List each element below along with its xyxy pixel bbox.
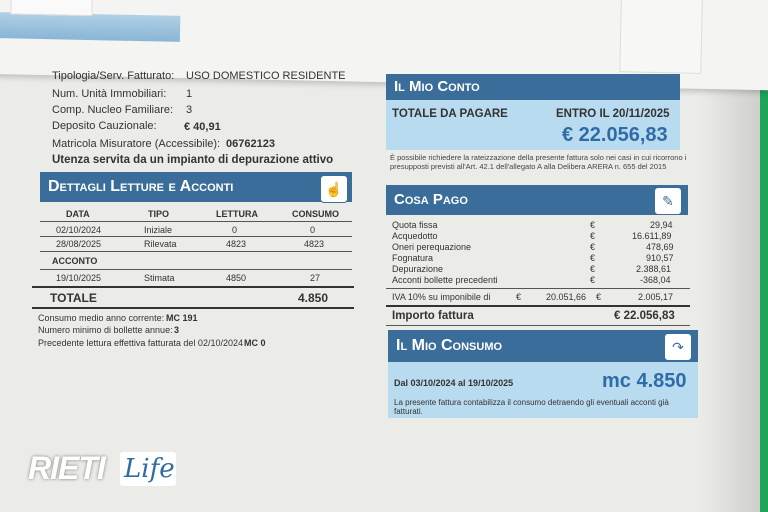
- importo-label: Importo fattura: [392, 310, 474, 322]
- iva-label: IVA 10% su imponibile di: [392, 292, 491, 302]
- col-consumo: CONSUMO: [292, 209, 339, 219]
- total-divider-bottom: [32, 307, 354, 309]
- row2-tipo: Rilevata: [144, 239, 177, 249]
- importo-value: € 22.056,83: [614, 310, 675, 322]
- item-currency: €: [590, 264, 596, 274]
- col-data: DATA: [66, 209, 90, 219]
- item-label: Fognatura: [392, 253, 434, 263]
- total-divider: [32, 286, 354, 288]
- precedente-value: MC 0: [244, 338, 266, 348]
- item-currency: €: [590, 220, 596, 230]
- iva-currency-1: €: [516, 292, 522, 302]
- precedente-label: Precedente lettura effettiva fatturata del 02/10/2024: [38, 338, 243, 348]
- table-divider: [40, 221, 352, 222]
- hand-pointer-icon: ☝: [320, 175, 348, 203]
- acconto-data: 19/10/2025: [56, 273, 102, 283]
- row2-data: 28/08/2025: [56, 239, 102, 249]
- item-currency: €: [590, 275, 596, 285]
- cosa-pago-header: [386, 185, 688, 215]
- matricola-label: Matricola Misuratore (Accessibile):: [52, 138, 221, 150]
- consumo-box: [388, 362, 698, 418]
- torn-label-box: [10, 0, 92, 16]
- iva-currency-2: €: [596, 292, 602, 302]
- conto-amount: € 22.056,83: [562, 124, 668, 146]
- watermark-life: Life: [124, 454, 175, 484]
- item-label: Quota fissa: [392, 220, 438, 230]
- entro-label: ENTRO IL 20/11/2025: [556, 108, 670, 120]
- watermark-text: RIETI: [28, 450, 105, 486]
- importo-divider-bottom: [386, 325, 690, 326]
- item-label: Oneri perequazione: [392, 242, 472, 252]
- row2-lettura: 4823: [226, 239, 247, 249]
- consumo-amount: mc 4.850: [602, 370, 687, 392]
- acconto-consumo: 27: [310, 273, 321, 283]
- dettagli-header: [40, 172, 352, 202]
- edit-icon: ✎: [654, 187, 682, 215]
- utenza-text: Utenza servita da un impianto di depurazione attivo: [52, 154, 334, 166]
- consumo-note: La presente fattura contabilizza il consumo detraendo gli eventuali acconti già fatturati.: [394, 398, 669, 416]
- importo-divider: [386, 305, 690, 307]
- totale-da-pagare-label: TOTALE DA PAGARE: [392, 108, 508, 120]
- item-value: -368,04: [640, 275, 671, 285]
- acconto-tipo: Stimata: [144, 273, 175, 283]
- num-bollette-value: 3: [174, 325, 180, 335]
- nucleo-label: Comp. Nucleo Familiare:: [52, 104, 174, 116]
- item-value: 478,69: [646, 242, 674, 252]
- item-label: Acconti bollette precedenti: [392, 275, 498, 285]
- paper-shadow: [700, 60, 760, 512]
- item-value: 29,94: [650, 220, 673, 230]
- unita-value: 1: [186, 88, 193, 100]
- item-value: 910,57: [646, 253, 674, 263]
- row2-consumo: 4823: [304, 239, 325, 249]
- matricola-value: 06762123: [226, 138, 275, 150]
- row1-lettura: 0: [232, 225, 238, 235]
- table-divider: [40, 251, 352, 252]
- totale-label: TOTALE: [50, 291, 97, 305]
- consumo-header: [388, 330, 698, 362]
- row1-tipo: Iniziale: [144, 225, 173, 235]
- iva-imponibile: 20.051,66: [546, 292, 587, 302]
- item-value: 16.611,89: [632, 231, 672, 241]
- acconto-lettura: 4850: [226, 273, 247, 283]
- dettagli-title: Dettagli Letture e Acconti: [48, 178, 234, 195]
- acconto-label: ACCONTO: [52, 256, 98, 266]
- num-bollette-label: Numero minimo di bollette annue:: [38, 325, 173, 335]
- conto-note: È possibile richiedere la rateizzazione della presente fattura solo nei casi in cui ricorrono i presupposti previsti all'Art. 42.1 dell'allegato A alla Delibera ARERA n. 655 del 2015: [390, 153, 687, 171]
- torn-blue-strip: [0, 12, 180, 42]
- item-currency: €: [590, 253, 596, 263]
- conto-total-box: [386, 100, 680, 150]
- tipologia-label: Tipologia/Serv. Fatturato:: [52, 70, 175, 82]
- consumo-medio-value: MC 191: [166, 313, 198, 323]
- row1-data: 02/10/2024: [56, 225, 102, 235]
- table-divider: [40, 236, 352, 237]
- row1-consumo: 0: [310, 225, 316, 235]
- item-value: 2.388,61: [636, 264, 672, 274]
- cosa-pago-title: Cosa Pago: [394, 191, 468, 208]
- item-label: Depurazione: [392, 264, 444, 274]
- consumo-title: Il Mio Consumo: [396, 337, 503, 354]
- consumo-medio-label: Consumo medio anno corrente:: [38, 313, 165, 323]
- item-currency: €: [590, 242, 596, 252]
- deposito-label: Deposito Cauzionale:: [52, 120, 157, 132]
- nucleo-value: 3: [186, 104, 193, 116]
- col-tipo: TIPO: [148, 209, 170, 219]
- conto-header: [386, 74, 680, 100]
- unita-label: Num. Unità Immobiliari:: [52, 88, 167, 100]
- conto-title: Il Mio Conto: [394, 78, 480, 95]
- water-drop-icon: ↷: [664, 333, 692, 361]
- iva-divider-top: [386, 288, 690, 289]
- item-label: Acquedotto: [392, 231, 438, 241]
- torn-label-box-right: [619, 0, 703, 74]
- table-divider: [40, 269, 352, 270]
- iva-value: 2.005,17: [638, 292, 674, 302]
- item-currency: €: [590, 231, 596, 241]
- deposito-value: € 40,91: [184, 121, 221, 133]
- tipologia-value: USO DOMESTICO RESIDENTE: [186, 70, 346, 82]
- consumo-period: Dal 03/10/2024 al 19/10/2025: [394, 378, 514, 388]
- col-lettura: LETTURA: [216, 209, 258, 219]
- totale-value: 4.850: [298, 291, 329, 305]
